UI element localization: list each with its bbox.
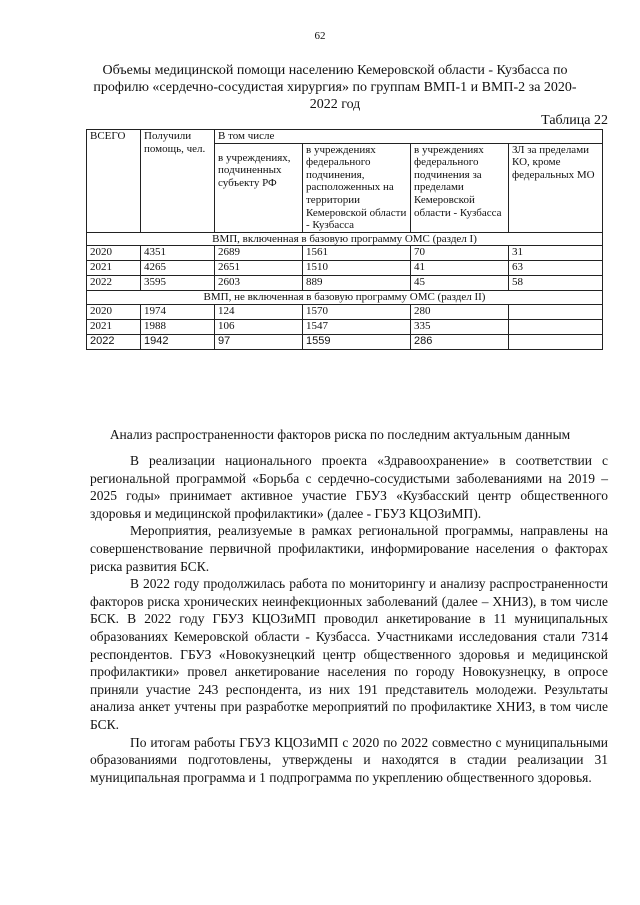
table-cell: 1974	[141, 304, 215, 319]
header-subject: в учреждениях, подчиненных субъекту РФ	[215, 143, 303, 232]
paragraph: Мероприятия, реализуемые в рамках региональной программы, направлены на совершенствование первичной профилактики, информирование населения о факторах риска развития БСК.	[90, 523, 608, 574]
table-cell: 106	[215, 319, 303, 334]
paragraph: В реализации национального проекта «Здравоохранение» в соответствии с региональной программой «Борьба с сердечно-сосудистыми заболеваниями на 2019 – 2025 годы» принимает активное участие ГБУЗ «Кузбасский центр общественного здоровья и медицинской профилактики» (далее - ГБУЗ КЦОЗиМП).	[90, 453, 608, 521]
table-cell: 2022	[87, 334, 141, 349]
table-cell: 3595	[141, 276, 215, 291]
table-cell	[509, 319, 603, 334]
table-row	[87, 261, 603, 276]
body-text	[90, 452, 608, 786]
header-federal-out: в учреждениях федерального подчинения за пределами Кемеровской области - Кузбасса	[411, 143, 509, 232]
vmp-table	[86, 129, 603, 350]
section-2-label: ВМП, не включенная в базовую программу ОМС (раздел II)	[87, 291, 603, 305]
page-number: 62	[314, 30, 326, 42]
header-total: ВСЕГО	[87, 130, 141, 233]
table-cell: 2651	[215, 261, 303, 276]
section-1-label: ВМП, включенная в базовую программу ОМС (раздел I)	[87, 232, 603, 246]
table-cell: 2021	[87, 261, 141, 276]
table-cell	[509, 304, 603, 319]
table-row	[87, 319, 603, 334]
table-label: Таблица 22	[541, 113, 608, 128]
table-cell: 1988	[141, 319, 215, 334]
table-row	[87, 304, 603, 319]
table-cell: 1561	[303, 246, 411, 261]
table-cell: 2020	[87, 304, 141, 319]
header-federal-in: в учреждениях федерального подчинения, расположенных на территории Кемеровской области - Кузбасса	[303, 143, 411, 232]
table-cell: 2021	[87, 319, 141, 334]
section-heading: Анализ распространенности факторов риска по последним актуальным данным	[109, 427, 571, 442]
paragraph: В 2022 году продолжилась работа по мониторингу и анализу распространенности факторов риска хронических неинфекционных заболеваний (далее – ХНИЗ), в том числе БСК. В 2022 году ГБУЗ КЦОЗиМП проводил анкетирование в 11 муниципальных образованиях Кемеровской области - Кузбасса. Участниками исследования стали 7314 респондентов. ГБУЗ «Новокузнецкий центр общественного здоровья и медицинской профилактики» провел анкетирование населения по городу Новокузнецку, в опросе приняли участие 243 респондента, из них 191 представитель молодежи. Результаты анализа анкет учтены при разработке мероприятий по профилактике ХНИЗ, в том числе БСК.	[90, 576, 608, 732]
table-cell: 1559	[303, 334, 411, 349]
table-cell: 2022	[87, 276, 141, 291]
table-cell: 2020	[87, 246, 141, 261]
table-cell: 286	[411, 334, 509, 349]
table-cell: 70	[411, 246, 509, 261]
table-title: Объемы медицинской помощи населению Кемеровской области - Кузбасса по профилю «сердечно-сосудистая хирургия» по группам ВМП-1 и ВМП-2 за 2020-2022 год	[93, 63, 577, 112]
header-including: В том числе	[215, 130, 603, 144]
table-row	[87, 246, 603, 261]
table-cell: 1547	[303, 319, 411, 334]
table-cell: 97	[215, 334, 303, 349]
table-cell	[509, 334, 603, 349]
table-cell: 63	[509, 261, 603, 276]
table-cell: 4265	[141, 261, 215, 276]
table-cell: 4351	[141, 246, 215, 261]
table-cell: 45	[411, 276, 509, 291]
table-cell: 124	[215, 304, 303, 319]
table-cell: 2603	[215, 276, 303, 291]
table-cell: 1570	[303, 304, 411, 319]
table-cell: 1942	[141, 334, 215, 349]
table-row	[87, 276, 603, 291]
section-row-2	[87, 291, 603, 305]
table-row	[87, 334, 603, 349]
header-zl: ЗЛ за пределами КО, кроме федеральных МО	[509, 143, 603, 232]
table-cell: 2689	[215, 246, 303, 261]
table-cell: 889	[303, 276, 411, 291]
table-header-row-1	[87, 130, 603, 144]
section-row-1	[87, 232, 603, 246]
table-cell: 31	[509, 246, 603, 261]
table-cell: 41	[411, 261, 509, 276]
table-cell: 280	[411, 304, 509, 319]
paragraph: По итогам работы ГБУЗ КЦОЗиМП с 2020 по 2022 совместно с муниципальными образованиями подготовлены, утверждены и находятся в стадии реализации 31 муниципальная программа и 1 подпрограмма по укреплению общественного здоровья.	[90, 734, 608, 785]
header-received: Получили помощь, чел.	[141, 130, 215, 233]
table-cell: 1510	[303, 261, 411, 276]
table-cell: 335	[411, 319, 509, 334]
table-cell: 58	[509, 276, 603, 291]
